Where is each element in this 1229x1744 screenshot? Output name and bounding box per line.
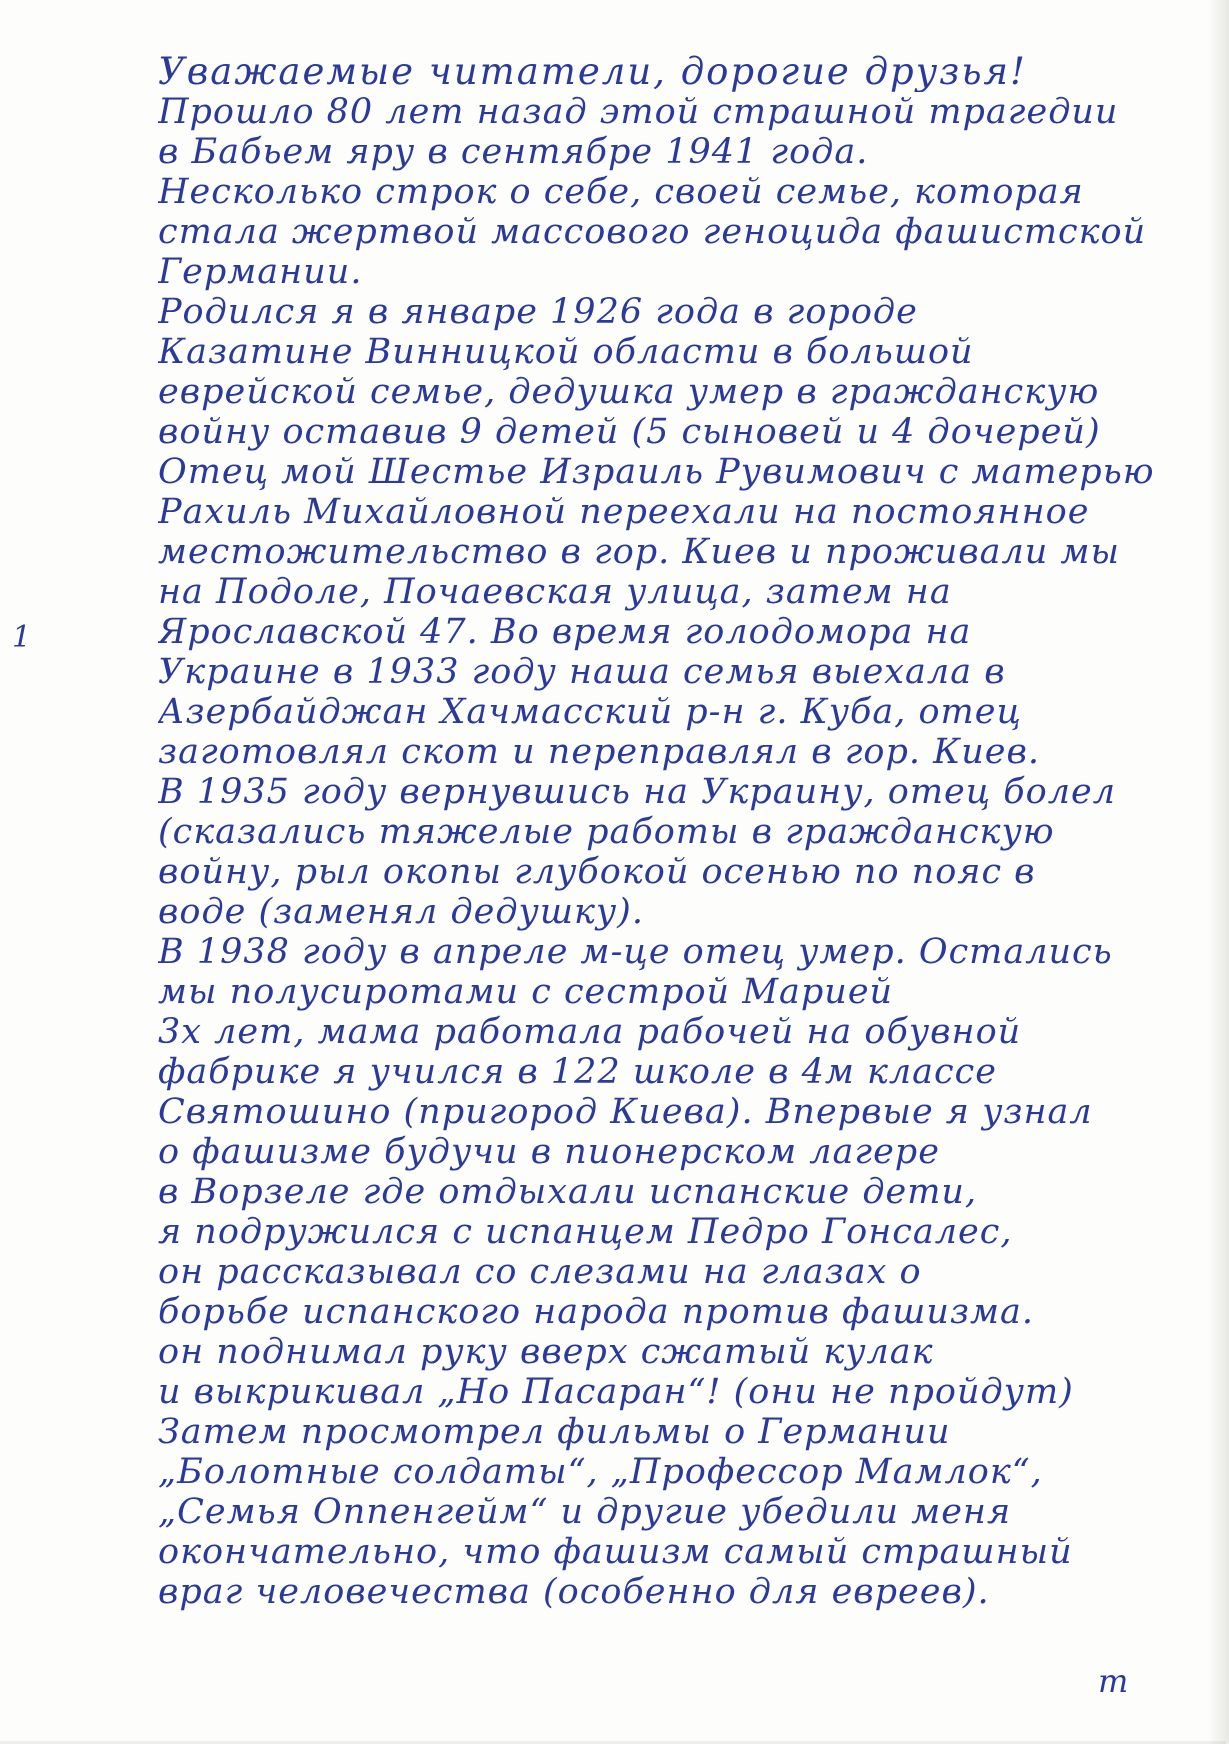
- letter-line: Рахиль Михайловной переехали на постоянное: [158, 492, 1090, 532]
- letter-line: на Подоле, Почаевская улица, затем на: [158, 572, 952, 612]
- letter-line: я подружился с испанцем Педро Гонсалес,: [158, 1212, 1013, 1252]
- handwritten-letter-body: [158, 52, 1188, 1612]
- letter-line: Прошло 80 лет назад этой страшной трагедии: [158, 92, 1119, 132]
- letter-line: воде (заменял дедушку).: [158, 892, 644, 932]
- letter-line: мы полусиротами с сестрой Марией: [158, 972, 894, 1012]
- letter-line: войну, рыл окопы глубокой осенью по пояс в: [158, 852, 1036, 892]
- letter-line: заготовлял скот и переправлял в гор. Киев.: [158, 732, 1040, 772]
- letter-line: войну оставив 9 детей (5 сыновей и 4 дочерей): [158, 412, 1101, 452]
- margin-page-number: 1: [12, 620, 32, 655]
- letter-line: Родился я в январе 1926 года в городе: [158, 292, 918, 332]
- letter-line: и выкрикивал „Но Пасаран“! (они не пройдут): [158, 1372, 1074, 1412]
- letter-line: в Ворзеле где отдыхали испанские дети,: [158, 1172, 978, 1212]
- letter-line: враг человечества (особенно для евреев).: [158, 1572, 990, 1612]
- letter-line: еврейской семье, дедушка умер в гражданскую: [158, 372, 1100, 412]
- letter-line: 3х лет, мама работала рабочей на обувной: [158, 1012, 1022, 1052]
- letter-line: Ярославской 47. Во время голодомора на: [158, 612, 972, 652]
- letter-line: Германии.: [158, 252, 363, 292]
- letter-line: Затем просмотрел фильмы о Германии: [158, 1412, 951, 1452]
- letter-line: „Семья Оппенгейм“ и другие убедили меня: [158, 1492, 1012, 1532]
- letter-line: он поднимал руку вверх сжатый кулак: [158, 1332, 934, 1372]
- letter-line: „Болотные солдаты“, „Профессор Мамлок“,: [158, 1452, 1043, 1492]
- letter-line: в Бабьем яру в сентябре 1941 года.: [158, 132, 869, 172]
- letter-line: В 1935 году вернувшись на Украину, отец болел: [158, 772, 1117, 812]
- letter-line: Украине в 1933 году наша семья выехала в: [158, 652, 1006, 692]
- letter-line: местожительство в гор. Киев и проживали мы: [158, 532, 1120, 572]
- letter-line: фабрике я учился в 122 школе в 4м классе: [158, 1052, 997, 1092]
- signature-initial: т: [1098, 1662, 1129, 1700]
- letter-line: Отец мой Шестье Израиль Рувимович с матерью: [158, 452, 1155, 492]
- letter-line: о фашизме будучи в пионерском лагере: [158, 1132, 940, 1172]
- letter-line: Азербайджан Хачмасский р-н г. Куба, отец: [158, 692, 1022, 732]
- letter-line: стала жертвой массового геноцида фашистской: [158, 212, 1147, 252]
- letter-line: Казатине Винницкой области в большой: [158, 332, 974, 372]
- letter-line: Святошино (пригород Киева). Впервые я узнал: [158, 1092, 1093, 1132]
- letter-greeting: Уважаемые читатели, дорогие друзья!: [158, 52, 1027, 92]
- letter-line: окончательно, что фашизм самый страшный: [158, 1532, 1073, 1572]
- letter-line: В 1938 году в апреле м-це отец умер. Остались: [158, 932, 1113, 972]
- letter-line: Несколько строк о себе, своей семье, которая: [158, 172, 1084, 212]
- letter-line: (сказались тяжелые работы в гражданскую: [158, 812, 1055, 852]
- page-edge-shadow: [1208, 0, 1226, 1744]
- letter-line: он рассказывал со слезами на глазах о: [158, 1252, 922, 1292]
- letter-line: борьбе испанского народа против фашизма.: [158, 1292, 1035, 1332]
